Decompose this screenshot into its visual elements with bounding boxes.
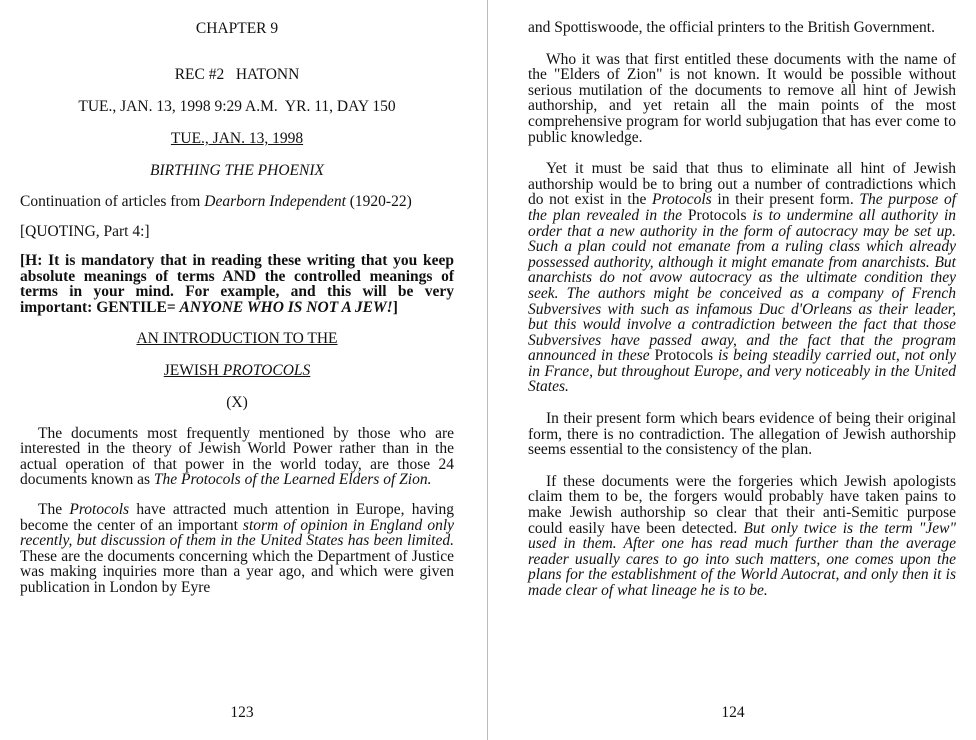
section-heading-line1: AN INTRODUCTION TO THE <box>136 329 338 347</box>
paragraph-1: The documents most frequently mentioned by those who are interested in the theory of Jewish World Power rather than in the actual operation of that power in the world today, are those 24 documents known as The Protocols of the Learned Elders of Zion. <box>20 424 454 489</box>
paragraph-5: In their present form which bears evidence of being their original form, there is no contradiction. The allegation of Jewish authorship seems essential to the consistency of the plan. <box>528 410 956 459</box>
page-number-right: 124 <box>721 704 745 721</box>
right-page <box>490 0 976 740</box>
chapter-heading: CHAPTER 9 <box>195 20 279 37</box>
source-title: Dearborn Independent <box>204 193 346 210</box>
date-underlined: TUE., JAN. 13, 1998 <box>170 130 304 147</box>
paragraph-4: Yet it must be said that thus to eliminate all hint of Jewish authorship would be to bring out a number of contradictions which do not exist in the Protocols in their present form. The purpose of the plan revealed in the Protocols is to undermine all authority in order that a new authority in the form of autocracy may be set up. Such a plan could not emanate from a ruling class which already possessed authority, although it might emanate from anarchists. But anarchists do not avow autocracy as the ultimate condition they seek. The authors might be conceived as a company of French Subversives with such as infamous Duc d'Orleans as their leader, but this would involve a contradiction between the fact that those Subversives have passed away, and the fact that the program announced in these Protocols is being steadily carried out, not only in France, but throughout Europe, and very noticeably in the United States. <box>528 160 956 396</box>
editor-note: [H: It is mandatory that in reading these writing that you keep absolute meanings of terms AND the controlled meanings of terms in your mind. For example, and this will be very important: GENTILE= ANYONE WHO IS NOT A JEW!] <box>20 252 454 316</box>
subtitle: BIRTHING THE PHOENIX <box>150 162 324 179</box>
section-heading-line2: JEWISH PROTOCOLS <box>163 361 311 379</box>
date-line: TUE., JAN. 13, 1998 9:29 A.M. YR. 11, DAY 150 <box>78 98 396 115</box>
quoting-line: [QUOTING, Part 4:] <box>20 222 150 240</box>
paragraph-2: The Protocols have attracted much attention in Europe, having become the center of an important storm of opinion in England only recently, but discussion of them in the United States has been limited. These are the documents concerning which the Department of Justice was making inquiries more than a year ago, and which were given publication in London by Eyre <box>20 500 455 596</box>
page-gutter <box>487 0 488 740</box>
paragraph-6: If these documents were the forgeries which Jewish apologists claim them to be, the forgers would probably have taken pains to make Jewish authorship so clear that their anti-Semitic purpose could easily have been detected. But only twice is the term "Jew" used in them. After one has read much further than the average reader usually cares to go into such matters, one comes upon the plans for the establishment of the World Autocrat, and only then it is made clear of what lineage he is to be. <box>528 472 956 599</box>
left-page <box>0 0 484 740</box>
continuation-line: Continuation of articles from Dearborn Independent (1920-22) <box>20 193 412 210</box>
record-line: REC #2 HATONN <box>174 66 300 83</box>
paragraph-3: Who it was that first entitled these documents with the name of the "Elders of Zion" is not known. It would be possible without serious mutilation of the documents to remove all hint of Jewish authorship, and yet retain all the main points of the most comprehensive program for world subjugation that has ever come to public knowledge. <box>528 50 956 146</box>
section-number: (X) <box>226 393 248 411</box>
page-number-left: 123 <box>230 704 254 721</box>
paragraph-continued: and Spottiswoode, the official printers to the British Government. <box>528 19 935 36</box>
